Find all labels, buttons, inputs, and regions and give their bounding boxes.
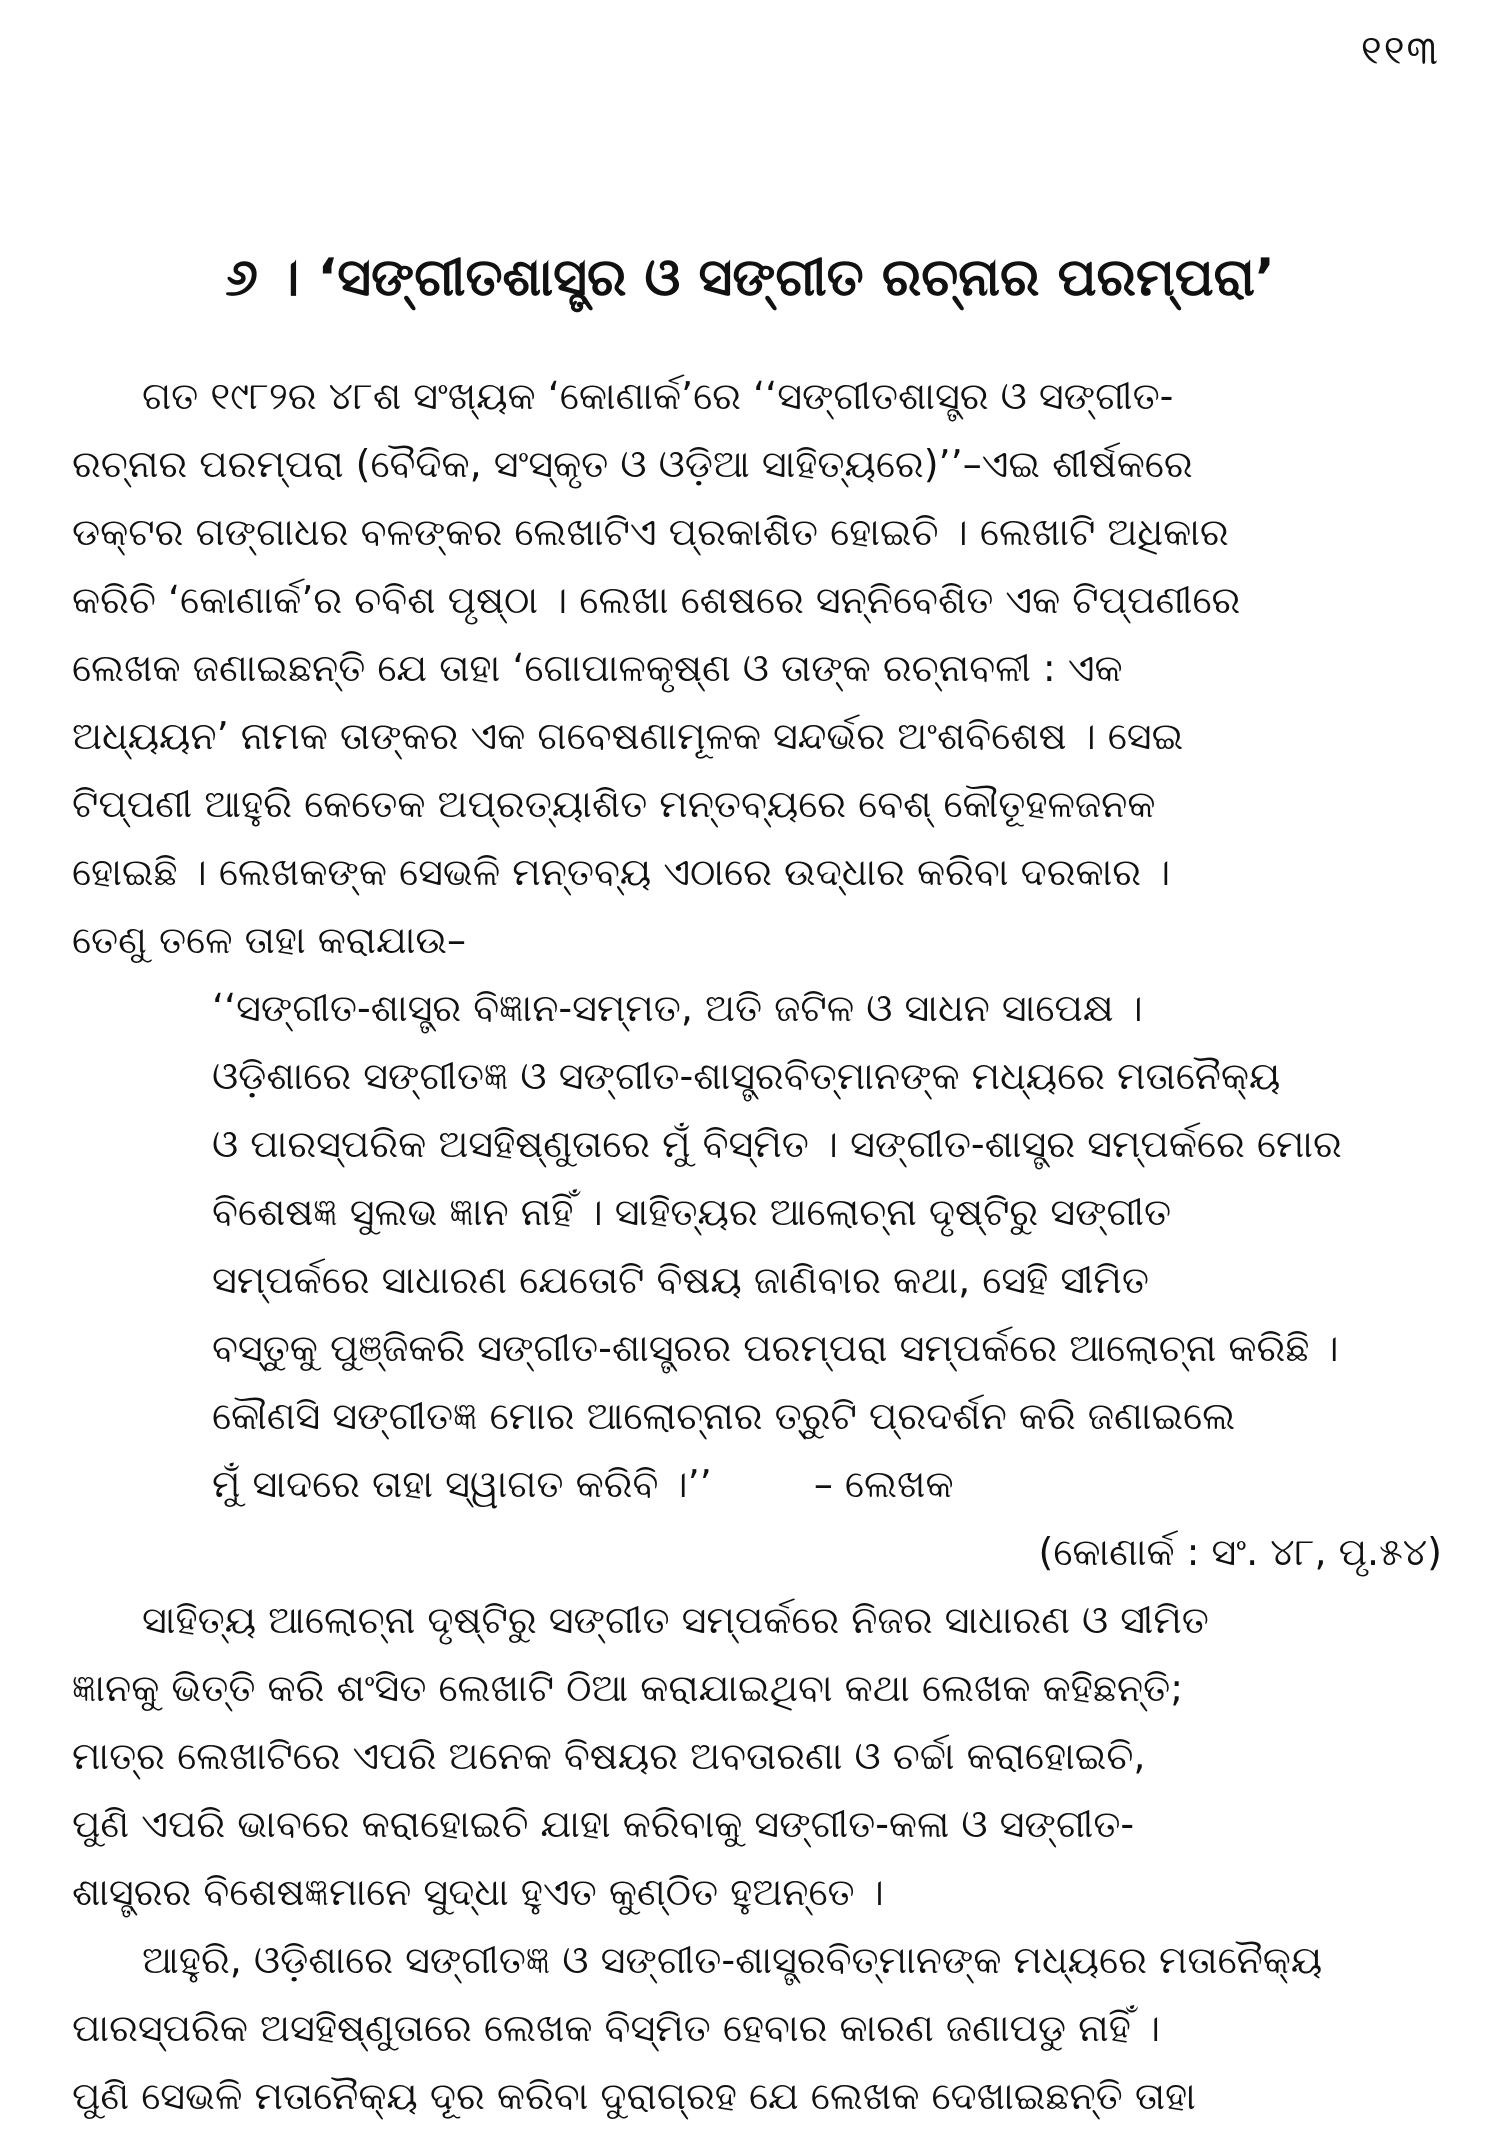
quote-line: ଓଡ଼ିଶାରେ ସଙ୍ଗୀତଜ୍ଞ ଓ ସଙ୍ଗୀତ-ଶାସ୍ତ୍ରବିତ୍‌ମାନଙ୍କ ମଧ୍ୟରେ ମତାନୈକ୍ୟ bbox=[212, 1054, 1281, 1098]
text-line: ସାହିତ୍ୟ ଆଲୋଚ୍‌ନା ଦୃଷ୍ଟିରୁ ସଙ୍ଗୀତ ସମ୍ପର୍କରେ ନିଜର ସାଧାରଣ ଓ ସୀମିତ bbox=[142, 1598, 1209, 1642]
quote-last-line bbox=[212, 1450, 1442, 1518]
chapter-title: ୬ । ‘ସଙ୍ଗୀତଶାସ୍ତ୍ର ଓ ସଙ୍ଗୀତ ରଚ୍‌ନାର ପରମ୍ପରା’ bbox=[225, 248, 1275, 308]
text-line: ଅଧ୍ୟୟନ’ ନାମକ ତାଙ୍କର ଏକ ଗବେଷଣାମୂଳକ ସନ୍ଦର୍ଭର ଅଂଶବିଶେଷ । ସେଇ bbox=[72, 714, 1184, 758]
text-line: ଲେଖକ ଜଣାଇଛନ୍ତି ଯେ ତାହା ‘ଗୋପାଳକୃଷ୍ଣ ଓ ତାଙ୍କ ରଚ୍‌ନାବଳୀ : ଏକ bbox=[72, 646, 1123, 690]
text-line: ଗତ ୧୯୮୨ର ୪୮ଶ ସଂଖ୍ୟକ ‘କୋଣାର୍କ’ରେ ‘‘ସଙ୍ଗୀତଶାସ୍ତ୍ର ଓ ସଙ୍ଗୀତ- bbox=[142, 374, 1174, 418]
quote-line: ‘‘ସଙ୍ଗୀତ-ଶାସ୍ତ୍ର ବିଜ୍ଞାନ-ସମ୍ମତ, ଅତି ଜଟିଳ ଓ ସାଧନ ସାପେକ୍ଷ । bbox=[212, 986, 1143, 1030]
text-line: ପୁଣି ସେଭଳି ମତାନୈକ୍ୟ ଦୂର କରିବା ଦୁରାଗ୍ରହ ଯେ ଲେଖକ ଦେଖାଇଛନ୍ତି ତାହା bbox=[72, 2074, 1196, 2118]
quote-line: ବସ୍ତୁକୁ ପୁଞ୍ଜିକରି ସଙ୍ଗୀତ-ଶାସ୍ତ୍ରର ପରମ୍ପରା ସମ୍ପର୍କରେ ଆଲୋଚ୍‌ନା କରିଛି । bbox=[212, 1326, 1339, 1370]
text-line: ମାତ୍ର ଲେଖାଟିରେ ଏପରି ଅନେକ ବିଷୟର ଅବତାରଣା ଓ ଚର୍ଚ୍ଚା କରାହୋଇଚି, bbox=[72, 1734, 1146, 1778]
text-line: ଆହୁରି, ଓଡ଼ିଶାରେ ସଙ୍ଗୀତଜ୍ଞ ଓ ସଙ୍ଗୀତ-ଶାସ୍ତ୍ରବିତ୍‌ମାନଙ୍କ ମଧ୍ୟରେ ମତାନୈକ୍ୟ bbox=[142, 1938, 1323, 1982]
quote-line: କୌଣସି ସଙ୍ଗୀତଜ୍ଞ ମୋର ଆଲୋଚ୍‌ନାର ତ୍ରୁଟି ପ୍ରଦର୍ଶନ କରି ଜଣାଇଲେ bbox=[212, 1394, 1236, 1438]
quote-line: ଓ ପାରସ୍ପରିକ ଅସହିଷ୍ଣୁତାରେ ମୁଁ ବିସ୍ମିତ । ସଙ୍ଗୀତ-ଶାସ୍ତ୍ର ସମ୍ପର୍କରେ ମୋର bbox=[212, 1122, 1342, 1166]
text-line: ପୁଣି ଏପରି ଭାବରେ କରାହୋଇଚି ଯାହା କରିବାକୁ ସଙ୍ଗୀତ-କଳା ଓ ସଙ୍ଗୀତ- bbox=[72, 1802, 1135, 1846]
paragraph-2 bbox=[72, 1586, 1442, 1926]
paragraph-1 bbox=[72, 362, 1442, 974]
body-text bbox=[72, 362, 1442, 2130]
text-line: ରଚ୍‌ନାର ପରମ୍ପରା (ବୈଦିକ, ସଂସ୍କୃତ ଓ ଓଡ଼ିଆ ସାହିତ୍ୟରେ)’’–ଏଇ ଶୀର୍ଷକରେ bbox=[72, 442, 1193, 486]
citation: (କୋଣାର୍କ : ସଂ. ୪୮, ପୃ.୫୪) bbox=[1038, 1530, 1442, 1574]
text-line: ତେଣୁ ତଳେ ତାହା କରାଯାଉ– bbox=[72, 918, 467, 962]
paragraph-3 bbox=[72, 1926, 1442, 2130]
quote-signature: – ଲେଖକ bbox=[813, 1462, 954, 1506]
page-number: ୧୧୩ bbox=[1360, 28, 1440, 74]
text-line: ଶାସ୍ତ୍ରର ବିଶେଷଜ୍ଞମାନେ ସୁଦ୍ଧା ହୁଏତ କୁଣ୍ଠିତ ହୁଅନ୍ତେ । bbox=[72, 1870, 884, 1914]
text-line: କରିଚି ‘କୋଣାର୍କ’ର ଚବିଶ ପୃଷ୍ଠା । ଲେଖା ଶେଷରେ ସନ୍ନିବେଶିତ ଏକ ଟିପ୍‌ପଣୀରେ bbox=[72, 578, 1241, 622]
text-line: ଜ୍ଞାନକୁ ଭିତ୍ତି କରି ଶଂସିତ ଲେଖାଟି ଠିଆ କରାଯାଇଥିବା କଥା ଲେଖକ କହିଛନ୍ତି; bbox=[72, 1666, 1183, 1710]
text-line: ଡକ୍ଟର ଗଙ୍ଗାଧର ବଳଙ୍କର ଲେଖାଟିଏ ପ୍ରକାଶିତ ହୋଇଚି । ଲେଖାଟି ଅଧିକାର bbox=[72, 510, 1229, 554]
quote-line: ମୁଁ ସାଦରେ ତାହା ସ୍ୱାଗତ କରିବି ।’’ bbox=[212, 1462, 712, 1506]
text-line: ହୋଇଛି । ଲେଖକଙ୍କ ସେଭଳି ମନ୍ତବ୍ୟ ଏଠାରେ ଉଦ୍ଧାର କରିବା ଦରକାର । bbox=[72, 850, 1171, 894]
quote-line: ବିଶେଷଜ୍ଞ ସୁଲଭ ଜ୍ଞାନ ନାହିଁ । ସାହିତ୍ୟର ଆଲୋଚ୍‌ନା ଦୃଷ୍ଟିରୁ ସଙ୍ଗୀତ bbox=[212, 1190, 1172, 1234]
text-line: ଟିପ୍‌ପଣୀ ଆହୁରି କେତେକ ଅପ୍ରତ୍ୟାଶିତ ମନ୍ତବ୍ୟରେ ବେଶ୍ କୌତୂହଳଜନକ bbox=[72, 782, 1156, 826]
quote-line: ସମ୍ପର୍କରେ ସାଧାରଣ ଯେତୋଟି ବିଷୟ ଜାଣିବାର କଥା, ସେହି ସୀମିତ bbox=[212, 1258, 1149, 1302]
text-line: ପାରସ୍ପରିକ ଅସହିଷ୍ଣୁତାରେ ଲେଖକ ବିସ୍ମିତ ହେବାର କାରଣ ଜଣାପଡୁ ନାହିଁ । bbox=[72, 2006, 1161, 2050]
quoted-passage bbox=[212, 974, 1442, 1518]
